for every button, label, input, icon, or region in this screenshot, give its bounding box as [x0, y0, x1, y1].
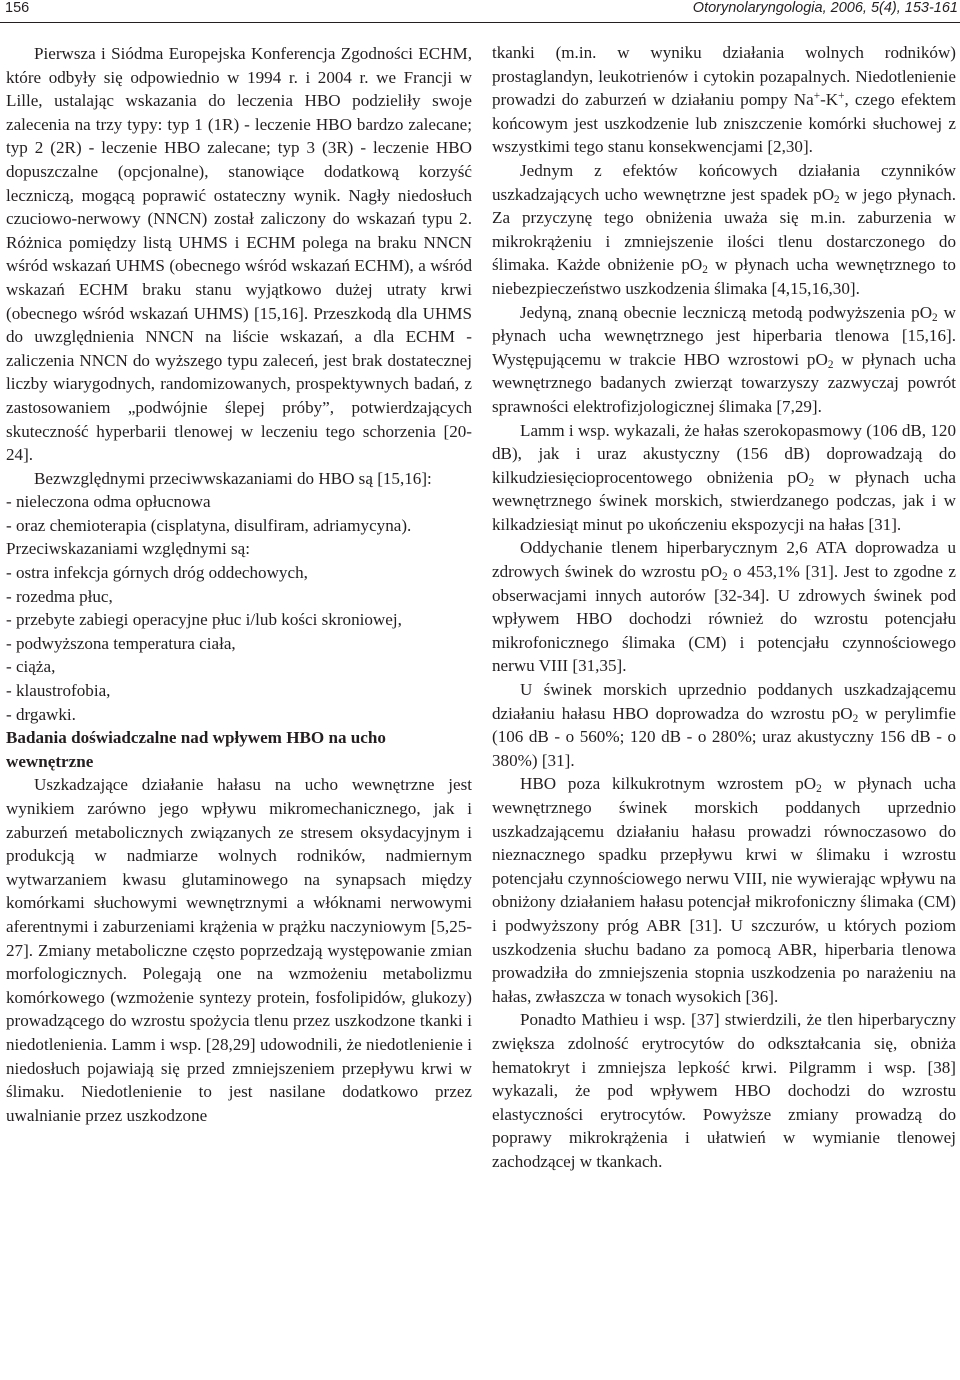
header-rule: [0, 22, 960, 23]
right-column: [492, 41, 956, 1174]
subscript: 2: [827, 358, 834, 371]
paragraph-oxygen-breathing: Oddychanie tlenem hiperbarycznym 2,6 ATA doprowadza u zdrowych świnek do wzrostu $pO_2$ o 453,1% [31]. Jest to zgodne z obserwacjami innych autorów [32-34]. U zdrowych świnek pod wpływem HBO dochodzi również do wzrostu potencjału mikrofonicznego ślimaka (CM) i potencjału czynnościowego nerwu VIII [31,35].: [492, 538, 956, 676]
paragraph-erythrocytes: Ponadto Mathieu i wsp. [37] stwierdzili, że tlen hiperbaryczny zwiększa zdolność erytrocytów do odkształcania się, obniża hematokryt i zmniejsza lepkość krwi. Pilgramm i wsp. [38] wykazali, że pod wpływem HBO dochodzi do wzrostu elastyczności erytrocytów. Powyższe zmiany prowadzą do poprawy mikrokrążenia i ułatwień w wymianie tlenowej zachodzącej w tkankach.: [492, 1010, 956, 1171]
superscript: +: [813, 89, 821, 102]
list-item: - rozedma płuc,: [6, 586, 113, 606]
page-header: [0, 0, 960, 16]
page-number: 156: [5, 0, 30, 16]
subscript: 2: [932, 311, 938, 324]
subscript: 2: [852, 712, 859, 725]
paragraph-absolute-contraindications: Bezwzględnymi przeciwwskazaniami do HBO są [15,16]:: [34, 468, 432, 488]
paragraph-hyperbaric-therapy: Jedyną, znaną obecnie leczniczą metodą podwyższenia $pO_2$ w płynach ucha wewnętrznego jest hiperbaria tlenowa [15,16]. Występującemu w trakcie HBO wzrostowi $pO_2$ w płynach ucha wewnętrznego badanych zwierząt towarzyszy zazwyczaj powrót sprawności elektrofizjologicznej ślimaka [7,29].: [492, 302, 957, 416]
subscript: 2: [808, 476, 815, 489]
superscript: +: [838, 89, 845, 102]
paragraph-noise-damage: Uszkadzające działanie hałasu na ucho wewnętrzne jest wynikiem zarówno jego wpływu mikromechanicznego, jak i zaburzeń metabolicznych związanych ze stresem oksydacyjnym i produkcją w nadmiarze wolnych rodników, nadmiernym wytwarzaniem kwasu glutaminowego na synapsach między komórkami słuchowymi wewnętrznymi a włóknami nerwowymi aferentnymi i zaburzeniami krążenia w prążku naczyniowym [5,25- 27]. Zmiany metaboliczne często poprzedzają występowanie zmian morfologicznych. Polegają one na wzmożeniu metabolizmu komórkowego (wzmożenie syntezy protein, fosfolipidów, glukozy) prowadzącego do wzrostu spożycia tlenu przez uszkodzone tkanki i niedotlenienia. Lamm i wsp. [28,29] udowodnili, że niedotlenienie i niedosłuch pojawiają się przed zmniejszeniem przepływu krwi w ślimaku. Niedotlenienie to jest nasilane dodatkowo przez uwalnianie przez uszkodzone: [6, 775, 472, 1125]
paragraph-po2-decrease: Jednym z efektów końcowych działania czynników uszkadzających ucho wewnętrzne jest spadek $pO_2$ w jego płynach. Za przyczynę tego obniżenia uważa się m.in. zaburzenia w mikrokrążeniu i zmniejszenie ilości tlenu dostarczonego do ślimaka. Każde obniżenie $pO_2$ w płynach ucha wewnętrznego to niebezpieczeństwo uszkodzenia ślimaka [4,15,16,30].: [492, 160, 956, 298]
absolute-contraindications-list: [6, 490, 472, 537]
paragraph-lamm-study: Lamm i wsp. wykazali, że hałas szerokopasmowy (106 dB, 120 dB), jak i uraz akustyczny (156 dB) doprowadzają do kilkudziesięcioprocentowego obniżenia $pO_2$ w płynach ucha wewnętrznego świnek morskich, stwierdzanego podczas, jak i w kilkadziesiąt minut po ukończeniu ekspozycji na hałas [31].: [492, 420, 957, 534]
paragraph-hbo-effects: HBO poza kilkukrotnym wzrostem $pO_2$ w płynach ucha wewnętrznego świnek morskich poddanych uprzednio uszkadzającemu działaniu hałasu prowadzi równoczasowo do nieznacznego spadku przepływu krwi w ślimaku i wzrostu potencjału czynnościowego nerwu VIII, nie wywierając wpływu na obniżony działaniem hałasu potencjał mikrofoniczny ślimaka (CM) i podwyższony próg ABR [31]. U szczurów, u których poziom uszkodzenia słuchu badano za pomocą ABR, hiperbaria tlenowa prowadziła do zmniejszenia stopnia uszkodzenia po narażeniu na hałas, zwłaszcza w tonach wysokich [36].: [492, 774, 956, 1006]
relative-contraindications-list: [6, 561, 472, 726]
journal-citation: Otorynolaryngologia, 2006, 5(4), 153-161: [692, 0, 958, 16]
paragraph-relative-contraindications: Przeciwskazaniami względnymi są:: [6, 539, 250, 559]
list-item: - ciąża,: [6, 657, 56, 677]
subscript: 2: [721, 570, 728, 583]
paragraph-echm-recommendations: Pierwsza i Siódma Europejska Konferencja Zgodności ECHM, które odbyły się odpowiednio w 1994 r. i 2004 r. we Francji w Lille, ustalając wskazania do leczenia HBO podzieliły swoje zalecenia na trzy typy: typ 1 (1R) - leczenie HBO bardzo zalecane; typ 2 (2R) - leczenie HBO zalecane; typ 3 (3R) - leczenie HBO dopuszczalne (opcjonalne), stanowiące dodatkową korzyść leczniczą, mogącą poprawić ostateczny wynik. Nagły niedosłuch czuciowo-nerwowy (NNCN) został zaliczony do wskazań typu 2. Różnica pomiędzy listą UHMS i ECHM polega na braku NNCN wśród wskazań UHMS (obecnego wśród wskazań ECHM), a wśród wskazań ECHM braku stanu wyjątkowo dużej utraty krwi (obecnego wśród wskazań UHMS) [15,16]. Przeszkodą dla UHMS do uwzględnienia NNCN na liście wskazań, a dla ECHM - zaliczenia NNCN do wyższego typu zaleceń, jest brak dostatecznej liczby wiarygodnych, randomizowanych, prospektywnych badań, z zastosowaniem „podwójnie ślepej próby”, potwierdzających skuteczność hyperbarii tlenowej w leczeniu tego schorzenia [20-24].: [6, 44, 472, 465]
subscript: 2: [816, 783, 822, 796]
section-heading: Badania doświadczalne nad wpływem HBO na ucho wewnętrzne: [6, 728, 386, 771]
list-item: - oraz chemioterapia (cisplatyna, disulfiram, adriamycyna).: [6, 515, 412, 535]
list-item: - podwyższona temperatura ciała,: [6, 633, 236, 653]
subscript: 2: [702, 264, 708, 277]
paragraph-guinea-pigs: U świnek morskich uprzednio poddanych uszkadzającemu działaniu hałasu HBO doprowadza do wzrostu $pO_2$ w perylimfie (106 dB - o 560%; 120 dB - o 280%; uraz akustyczny 156 dB - o 380%) [31].: [492, 680, 956, 770]
paragraph-hypoxia-effects: tkanki (m.in. w wyniku działania wolnych rodników) prostaglandyn, leukotrienów i cytokin pozapalnych. Niedotlenienie prowadzi do zaburzeń w działaniu pompy Na+-K+, czego efektem końcowym jest uszkodzenie lub zniszczenie komórki słuchowej z wszystkimi tego stanu konsekwencjami [2,30].: [492, 43, 956, 157]
subscript: 2: [834, 193, 840, 206]
list-item: - ostra infekcja górnych dróg oddechowych,: [6, 563, 308, 583]
list-item: - klaustrofobia,: [6, 681, 111, 701]
left-column: [6, 42, 472, 1127]
list-item: - nieleczona odma opłucnowa: [6, 492, 211, 512]
list-item: - drgawki.: [6, 704, 76, 724]
list-item: - przebyte zabiegi operacyjne płuc i/lub kości skroniowej,: [6, 610, 402, 630]
